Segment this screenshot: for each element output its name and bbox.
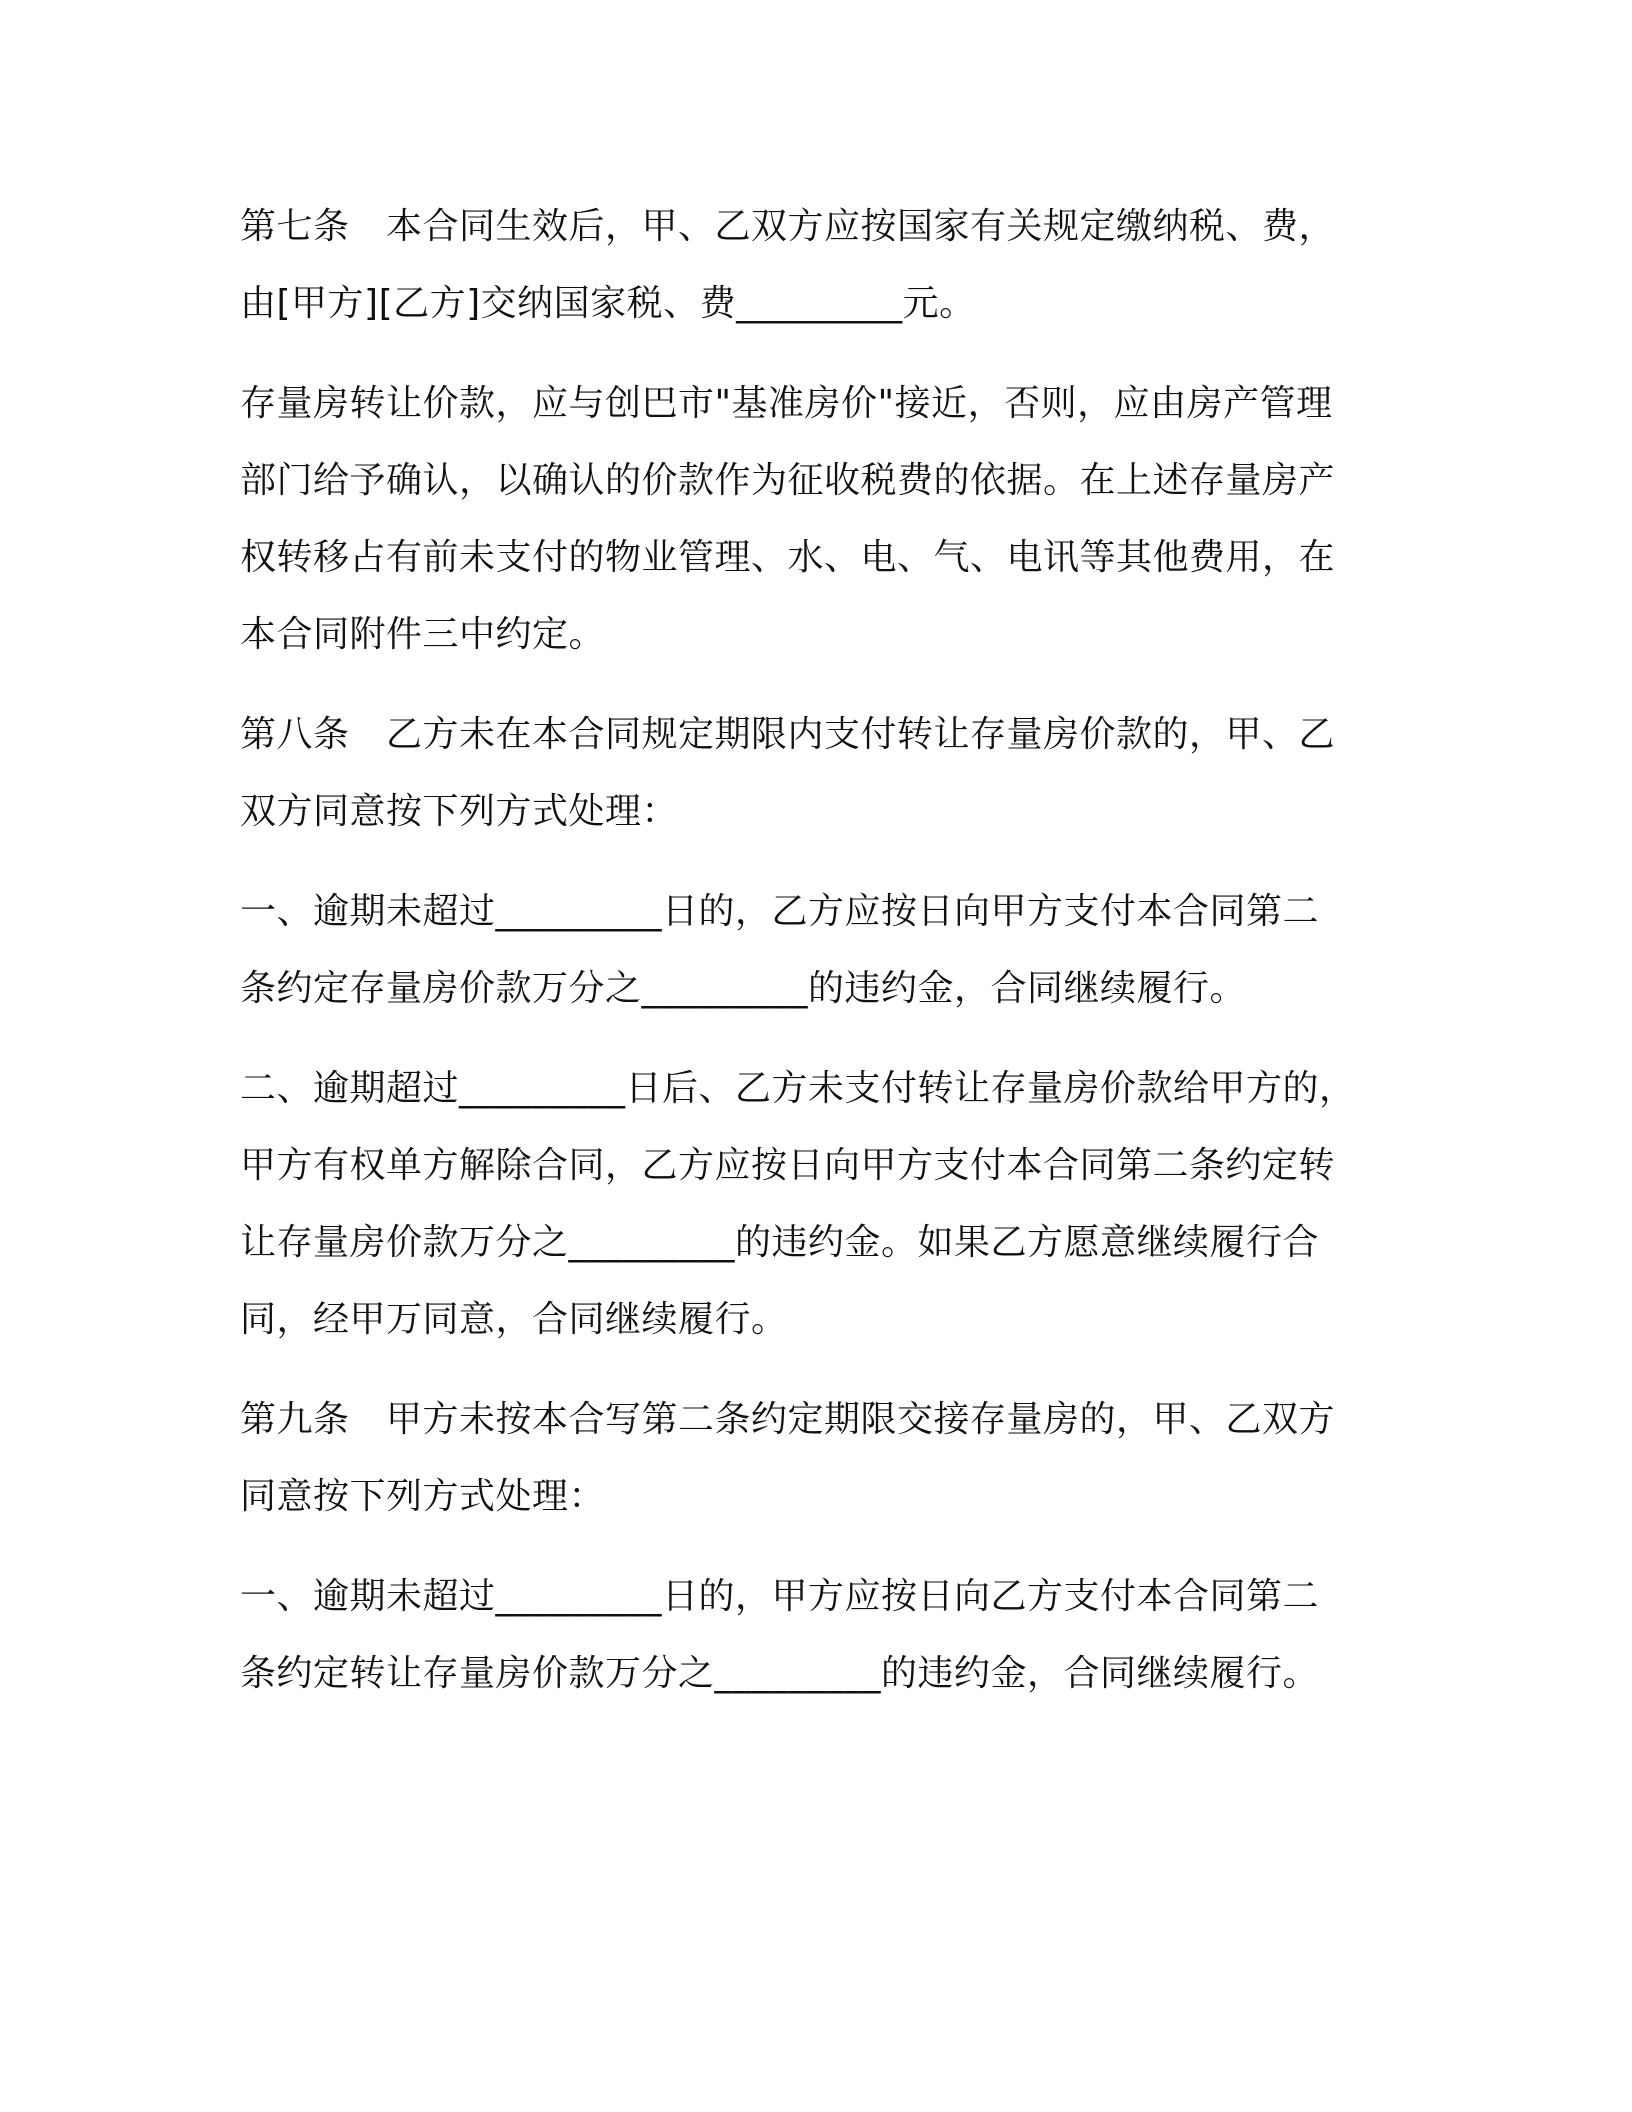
text-line: 存量房转让价款，应与创巴市"基准房价"接近，否则，应由房产管理 xyxy=(240,383,1333,424)
text-line: 权转移占有前未支付的物业管理、水、电、气、电讯等其他费用，在 xyxy=(240,537,1336,578)
text-line: 由[甲方][乙方]交纳国家税、费_________元。 xyxy=(240,283,976,324)
text-line: 本合同附件三中约定。 xyxy=(240,614,606,655)
text-line: 甲方有权单方解除合同，乙方应按日向甲方支付本合同第二条约定转 xyxy=(240,1145,1336,1186)
text-line: 第九条 甲方未按本合写第二条约定期限交接存量房的，甲、乙双方 xyxy=(240,1399,1336,1440)
text-line: 双方同意按下列方式处理： xyxy=(240,791,679,832)
article-9-item-1 xyxy=(240,1558,1400,1712)
text-line: 条约定转让存量房价款万分之_________的违约金，合同继续履行。 xyxy=(240,1653,1320,1694)
text-line: 条约定存量房价款万分之_________的违约金，合同继续履行。 xyxy=(240,968,1247,1009)
price-note-paragraph xyxy=(240,365,1400,673)
text-line: 一、逾期未超过_________日的，乙方应按日向甲方支付本合同第二 xyxy=(240,891,1320,932)
document-body xyxy=(240,188,1400,1735)
text-line: 第八条 乙方未在本合同规定期限内支付转让存量房价款的，甲、乙 xyxy=(240,714,1336,755)
article-8-paragraph xyxy=(240,696,1400,850)
text-line: 同意按下列方式处理： xyxy=(240,1476,606,1517)
article-8-item-1 xyxy=(240,873,1400,1027)
text-line: 部门给予确认，以确认的价款作为征收税费的依据。在上述存量房产 xyxy=(240,460,1336,501)
article-7-paragraph xyxy=(240,188,1400,342)
text-line: 让存量房价款万分之_________的违约金。如果乙方愿意继续履行合 xyxy=(240,1222,1320,1263)
text-line: 一、逾期未超过_________日的，甲方应按日向乙方支付本合同第二 xyxy=(240,1576,1320,1617)
article-8-item-2 xyxy=(240,1050,1400,1358)
text-line: 第七条 本合同生效后，甲、乙双方应按国家有关规定缴纳税、费， xyxy=(240,206,1336,247)
text-line: 二、逾期超过_________日后、乙方未支付转让存量房价款给甲方的， xyxy=(240,1068,1356,1109)
text-line: 同，经甲万同意，合同继续履行。 xyxy=(240,1299,788,1340)
article-9-paragraph xyxy=(240,1381,1400,1535)
